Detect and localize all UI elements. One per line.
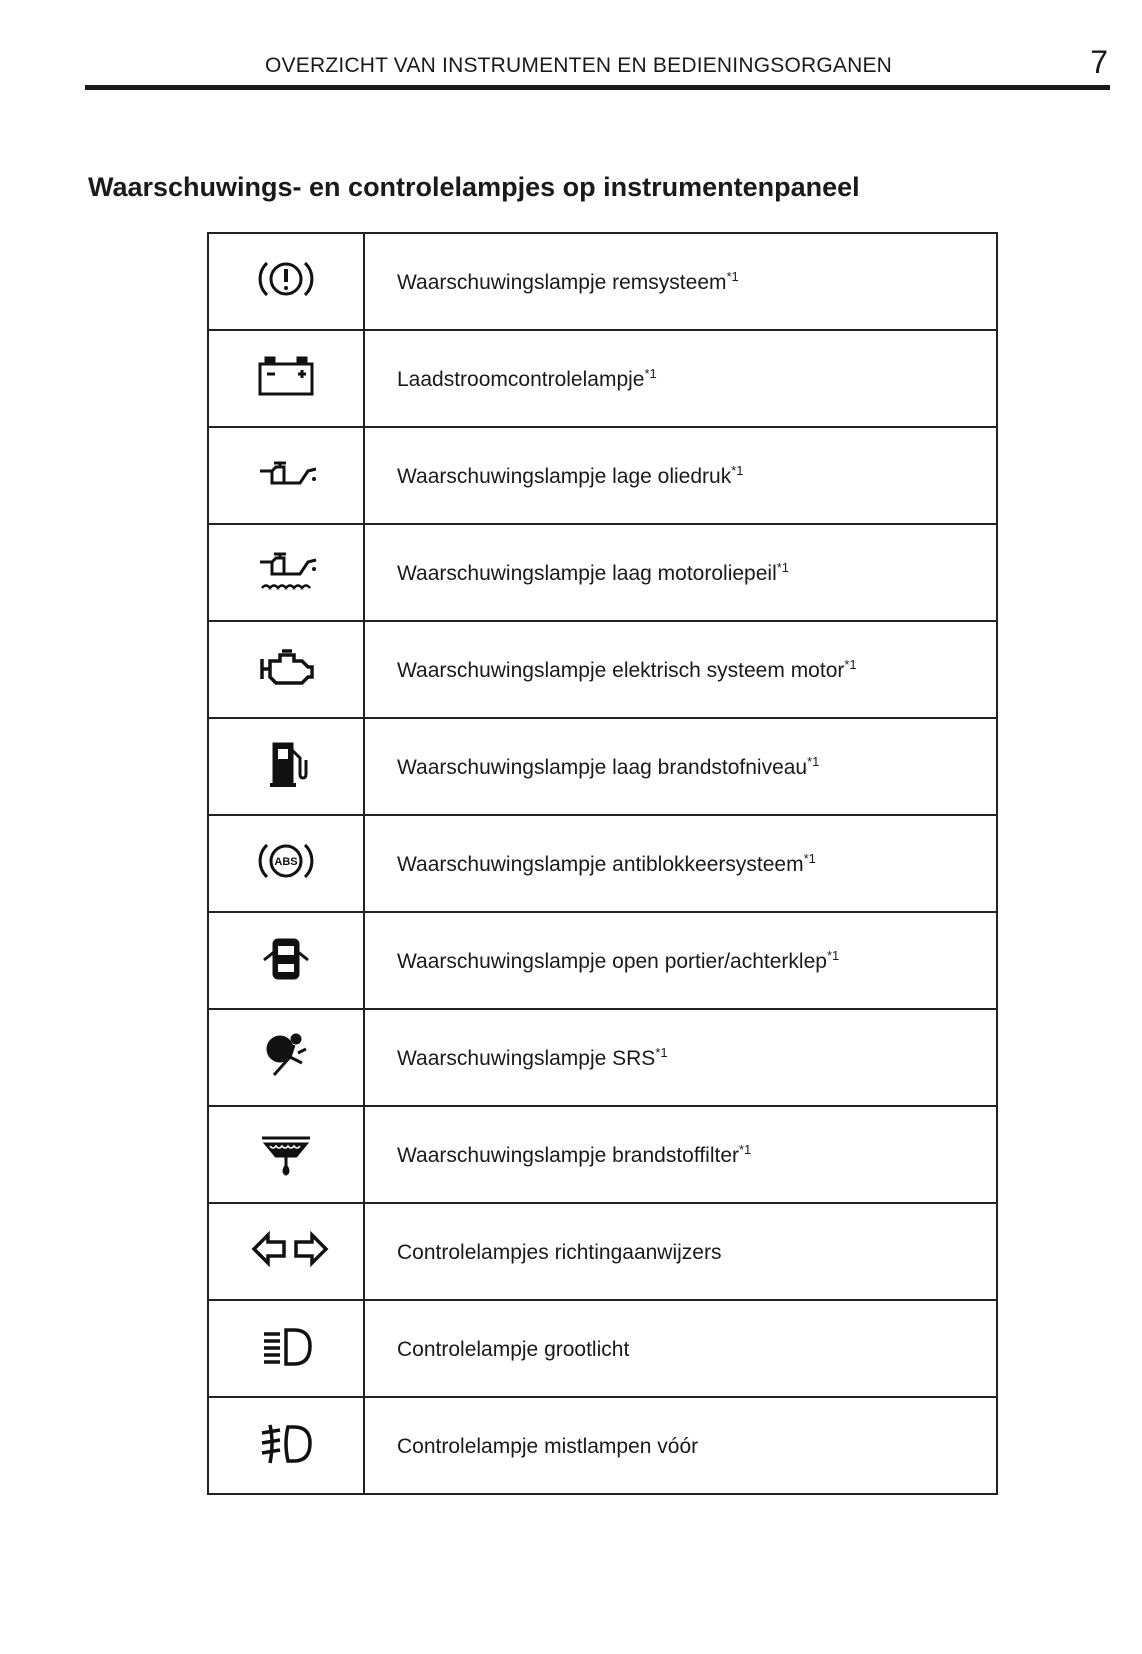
footnote-mark: *1 <box>731 462 744 478</box>
oil-level-icon <box>250 542 322 598</box>
engine-icon <box>250 639 322 695</box>
fuel-pump-icon <box>250 736 322 792</box>
table-row <box>208 912 997 1009</box>
row-label: Controlelampje mistlampen vóór <box>397 1434 699 1458</box>
fuel-filter-icon <box>250 1124 322 1180</box>
footnote-mark: *1 <box>826 947 840 963</box>
abs-icon <box>250 833 322 889</box>
page-number: 7 <box>1090 44 1108 80</box>
table-row <box>208 427 997 524</box>
table-row <box>208 1106 997 1203</box>
footnote-mark: *1 <box>739 1141 752 1157</box>
row-label: Waarschuwingslampje laag motoroliepeil <box>397 561 777 585</box>
row-label: Waarschuwingslampje lage oliedruk <box>397 464 732 488</box>
table-row <box>208 621 997 718</box>
footnote-mark: *1 <box>655 1044 668 1060</box>
page-header <box>85 44 1110 90</box>
svg-text:ABS: ABS <box>274 856 298 868</box>
table-row <box>208 1300 997 1397</box>
footnote-mark: *1 <box>844 656 857 672</box>
row-label: Waarschuwingslampje open portier/achterklep <box>397 949 827 973</box>
brake-warning-icon <box>250 251 322 307</box>
table-row <box>208 1009 997 1106</box>
table-row <box>208 233 997 330</box>
footnote-mark: *1 <box>807 753 820 769</box>
footnote-mark: *1 <box>726 268 739 284</box>
table-row <box>208 330 997 427</box>
battery-icon <box>250 348 322 404</box>
row-label: Waarschuwingslampje antiblokkeersysteem <box>397 852 804 876</box>
row-label: Waarschuwingslampje elektrisch systeem motor <box>397 658 845 682</box>
front-fog-icon <box>250 1415 322 1471</box>
table-row <box>208 524 997 621</box>
row-label: Waarschuwingslampje SRS <box>397 1046 656 1070</box>
table-row <box>208 1203 997 1300</box>
high-beam-icon <box>250 1318 322 1374</box>
row-label: Laadstroomcontrolelampje <box>397 367 645 391</box>
row-label: Waarschuwingslampje remsysteem <box>397 270 727 294</box>
footnote-mark: *1 <box>776 559 790 575</box>
table-row <box>208 718 997 815</box>
row-label: Waarschuwingslampje laag brandstofniveau <box>397 755 808 779</box>
open-door-icon <box>250 930 322 986</box>
oil-pressure-icon <box>250 445 322 501</box>
footnote-mark: *1 <box>803 850 816 866</box>
header-rule <box>85 85 1110 90</box>
row-label: Controlelampje grootlicht <box>397 1337 630 1361</box>
airbag-icon <box>250 1027 322 1083</box>
footnote-mark: *1 <box>644 365 657 381</box>
header-title: OVERZICHT VAN INSTRUMENTEN EN BEDIENINGSORGANEN <box>265 54 893 77</box>
table-row <box>208 1397 997 1494</box>
turn-signal-icon <box>250 1221 322 1277</box>
section-title: Waarschuwings- en controlelampjes op instrumentenpaneel <box>88 172 860 202</box>
warning-lamps-table <box>207 232 998 1495</box>
row-label: Waarschuwingslampje brandstoffilter <box>397 1143 739 1167</box>
table-row <box>208 815 997 912</box>
row-label: Controlelampjes richtingaanwijzers <box>397 1240 722 1264</box>
